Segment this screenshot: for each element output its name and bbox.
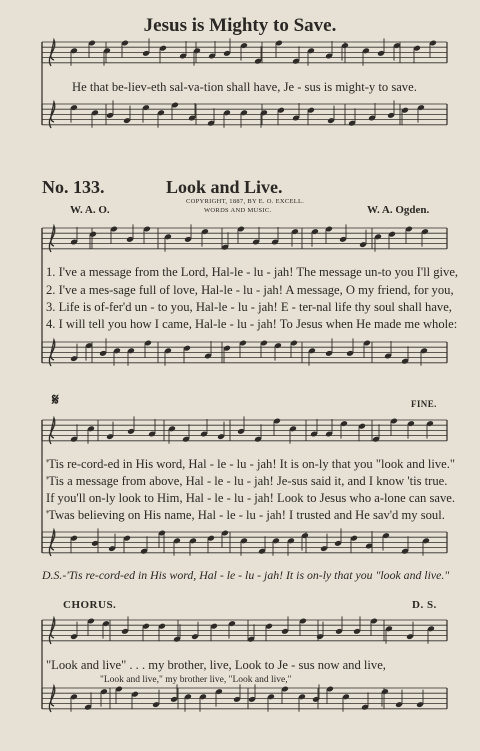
chorus-echo-lyric: "Look and live," my brother live, "Look and live," bbox=[100, 675, 292, 685]
music-composer: W. A. Ogden. bbox=[367, 204, 430, 216]
bass-clef-icon bbox=[49, 686, 54, 712]
copyright-line: COPYRIGHT, 1887, BY E. O. EXCELL. bbox=[186, 198, 305, 205]
verse-line-2a: 2. I've a mes-sage full of love, Hal-le - lu - jah! A message, O my friend, for you, bbox=[46, 283, 454, 297]
bass-clef-icon bbox=[49, 102, 54, 128]
words-and-music-line: WORDS AND MUSIC. bbox=[204, 207, 272, 214]
top-hymn-title: Jesus is Mighty to Save. bbox=[143, 15, 337, 36]
treble-clef-icon bbox=[49, 418, 54, 444]
words-author: W. A. O. bbox=[70, 204, 110, 216]
verse-line-4a: 4. I will tell you how I came, Hal-le - lu - jah! To Jesus when He made me whole: bbox=[46, 317, 458, 331]
treble-clef-icon bbox=[49, 40, 54, 66]
chorus-lyric: "Look and live" . . . my brother, live, Look to Je - sus now and live, bbox=[46, 658, 386, 672]
bass-clef-icon bbox=[49, 530, 54, 556]
treble-clef-icon bbox=[49, 618, 54, 644]
verse-line-2b: 'Tis a message from above, Hal - le - lu - jah! Je-sus said it, and I know 'tis true. bbox=[46, 474, 448, 488]
verse-line-3a: 3. Life is of-fer'd un - to you, Hal-le - lu - jah! E - ter-nal life thy soul shall have, bbox=[46, 300, 452, 314]
treble-clef-icon bbox=[49, 226, 54, 252]
verse-line-1a: 1. I've a message from the Lord, Hal-le - lu - jah! The message un-to you I'll give, bbox=[46, 265, 459, 279]
hymn-title: Look and Live. bbox=[166, 177, 283, 197]
ds-mark: D. S. bbox=[412, 599, 437, 611]
verse-line-1b: 'Tis re-cord-ed in His word, Hal - le - lu - jah! It is on-ly that you "look and live." bbox=[46, 457, 456, 471]
verse-line-3b: If you'll on-ly look to Him, Hal - le - lu - jah! Look to Jesus who a-lone can save. bbox=[46, 491, 456, 505]
chorus-label: CHORUS. bbox=[63, 599, 117, 611]
fine-mark: FINE. bbox=[411, 399, 437, 409]
dal-segno-line: D.S.-'Tis re-cord-ed in His word, Hal - le - lu - jah! It is on-ly that you "look and live." bbox=[42, 568, 450, 582]
bass-clef-icon bbox=[49, 340, 54, 366]
top-hymn-lyric: He that be-liev-eth sal-va-tion shall have, Je - sus is might-y to save. bbox=[72, 80, 417, 94]
hymn-number: No. 133. bbox=[42, 177, 105, 197]
verse-line-4b: 'Twas believing on His name, Hal - le - lu - jah! I trusted and He sav'd my soul. bbox=[46, 508, 445, 522]
segno-sign: 𝄋 bbox=[52, 392, 59, 409]
